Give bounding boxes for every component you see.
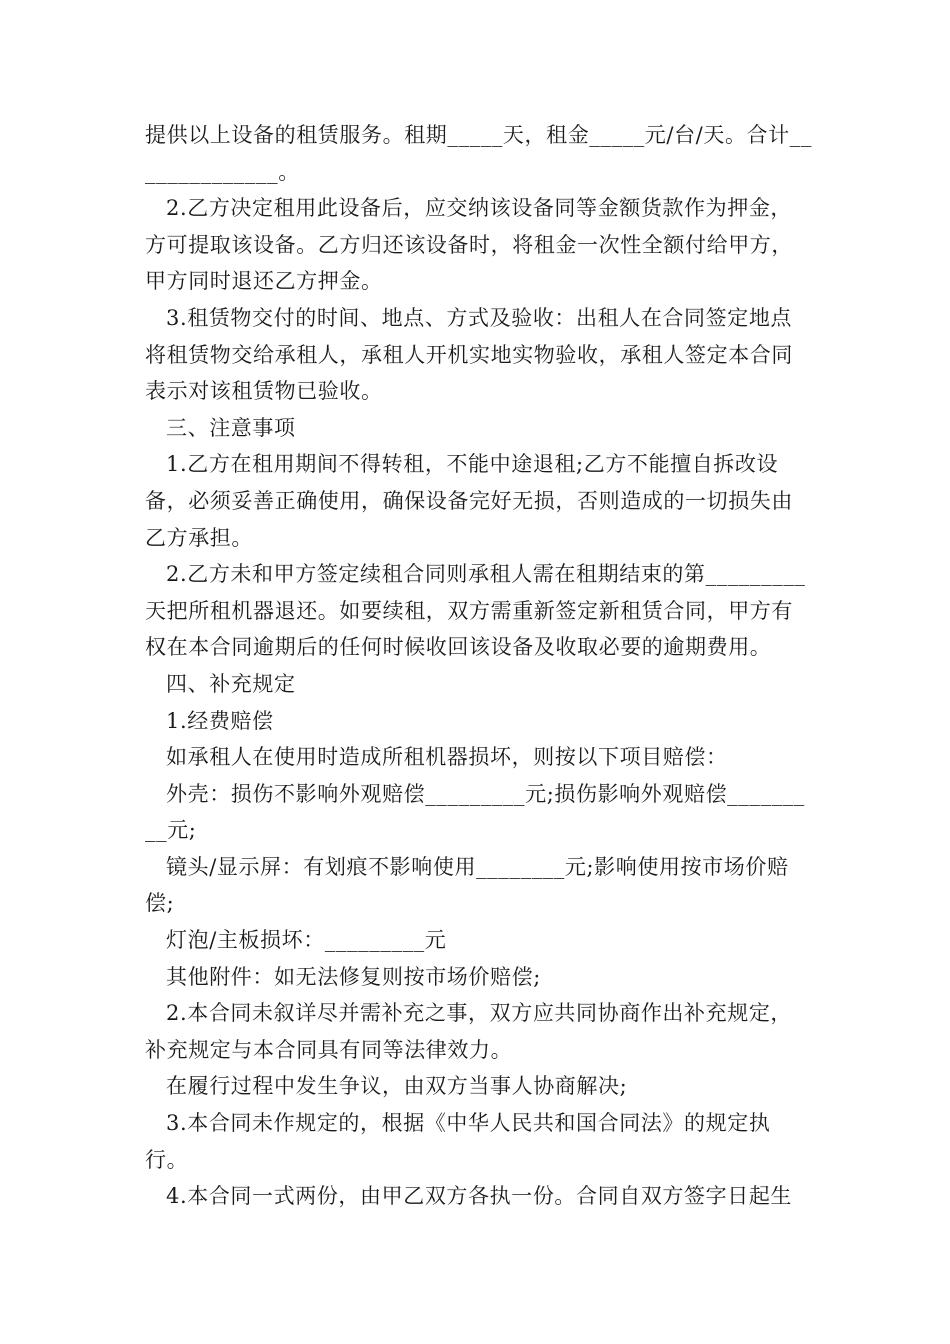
paragraph-supplement: 2.本合同未叙详尽并需补充之事，双方应共同协商作出补充规定，补充规定与本合同具有同等法律效力。 — [145, 1001, 793, 1062]
paragraph-renewal: 2.乙方未和甲方签定续租合同则承租人需在租期结束的第_________天把所租机器退还。如要续租，双方需重新签定新租赁合同，甲方有权在本合同逾期后的任何时候收回该设备及收取必要的逾期费用。 — [145, 562, 806, 660]
paragraph-bulb-board: 灯泡/主板损坏：_________元 — [166, 928, 447, 953]
paragraph-no-sublease: 1.乙方在租用期间不得转租，不能中途退租;乙方不能擅自拆改设备，必须妥善正确使用，确保设备完好无损，否则造成的一切损失由乙方承担。 — [145, 452, 793, 550]
paragraph-compensation-title: 1.经费赔偿 — [166, 708, 274, 733]
paragraph-dispute: 在履行过程中发生争议，由双方当事人协商解决; — [166, 1074, 628, 1099]
paragraph-lens-screen: 镜头/显示屏：有划痕不影响使用________元;影响使用按市场价赔偿; — [145, 854, 789, 916]
paragraph-accessories: 其他附件：如无法修复则按市场价赔偿; — [166, 964, 541, 989]
paragraph-delivery: 3.租赁物交付的时间、地点、方式及验收：出租人在合同签定地点将租赁物交给承租人，承租人开机实地实物验收，承租人签定本合同表示对该租赁物已验收。 — [145, 305, 793, 404]
paragraph-contract-law: 3.本合同未作规定的，根据《中华人民共和国合同法》的规定执行。 — [145, 1111, 771, 1172]
document-body — [145, 117, 813, 1215]
heading-supplementary: 四、补充规定 — [166, 671, 296, 696]
paragraph-copies: 4.本合同一式两份，由甲乙双方各执一份。合同自双方签字日起生 — [166, 1184, 793, 1209]
paragraph-deposit: 2.乙方决定租用此设备后，应交纳该设备同等金额货款作为押金，方可提取该设备。乙方归还该设备时，将租金一次性全额付给甲方，甲方同时退还乙方押金。 — [145, 196, 793, 294]
paragraph-casing: 外壳：损伤不影响外观赔偿_________元;损伤影响外观赔偿_________元; — [145, 781, 805, 843]
heading-notes: 三、注意事项 — [166, 415, 296, 440]
paragraph-lease-terms: 提供以上设备的租赁服务。租期_____天，租金_____元/台/天。合计______________。 — [145, 123, 812, 184]
paragraph-compensation-intro: 如承租人在使用时造成所租机器损坏，则按以下项目赔偿： — [166, 745, 728, 770]
